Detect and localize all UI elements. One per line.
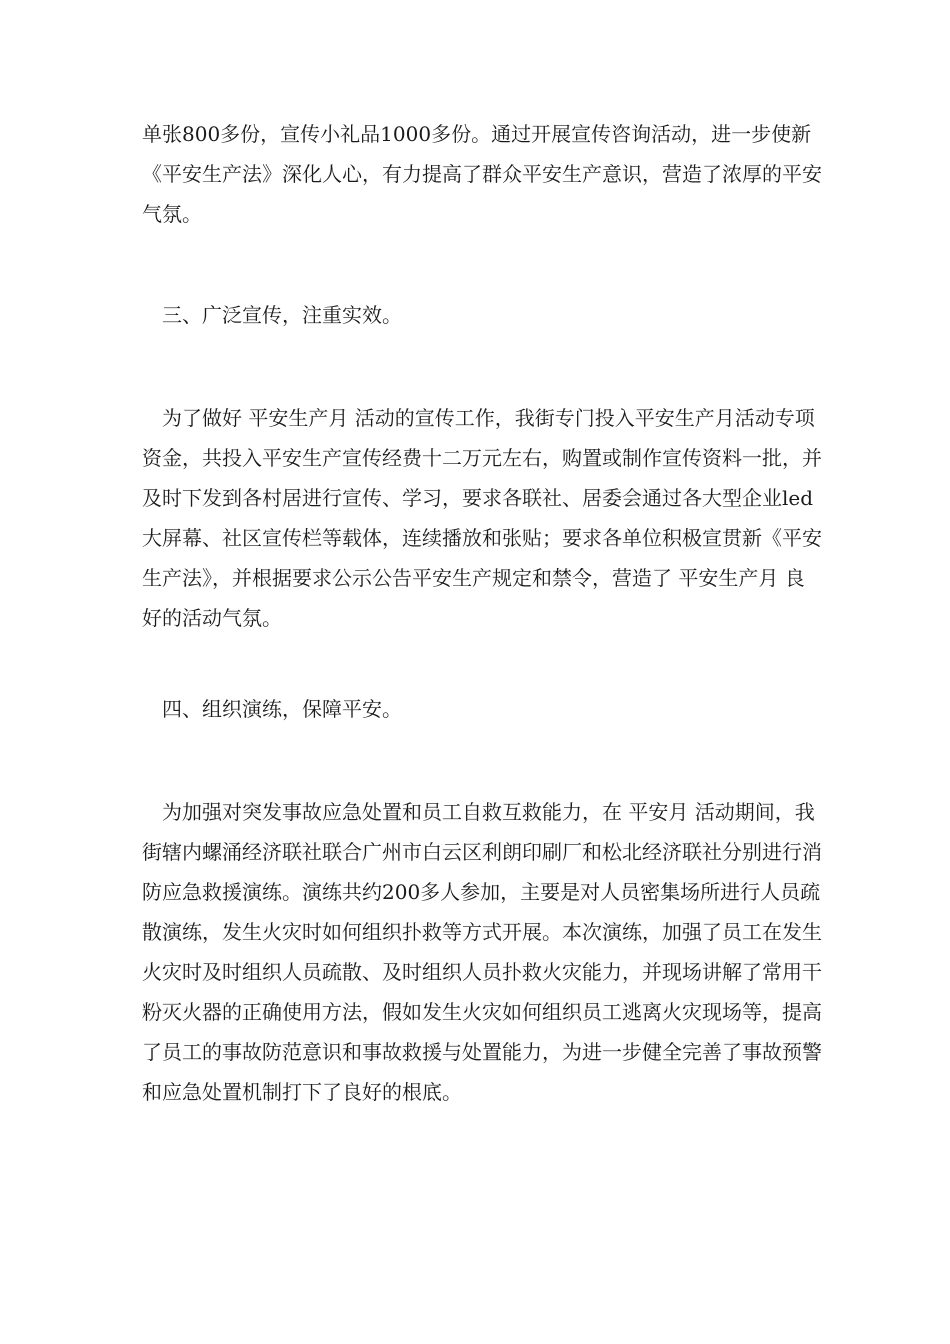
section-heading-4: [142, 689, 802, 729]
section-heading-text: 四、组织演练，保障平安。: [142, 697, 402, 721]
section-heading-text: 三、广泛宣传，注重实效。: [142, 303, 402, 327]
paragraph-line: 了员工的事故防范意识和事故救援与处置能力，为进一步健全完善了事故预警: [142, 1040, 822, 1064]
paragraph-line: 和应急处置机制打下了良好的根底。: [142, 1080, 462, 1104]
paragraph-3: [142, 792, 822, 1112]
paragraph-line: 气氛。: [142, 202, 202, 226]
section-heading-3: [142, 295, 802, 335]
paragraph-line: 为加强对突发事故应急处置和员工自救互救能力，在 平安月 活动期间，我: [142, 800, 815, 824]
paragraph-line: 防应急救援演练。演练共约200多人参加，主要是对人员密集场所进行人员疏: [142, 880, 821, 904]
paragraph-line: 散演练，发生火灾时如何组织扑救等方式开展。本次演练，加强了员工在发生: [142, 920, 822, 944]
paragraph-line: 粉灭火器的正确使用方法，假如发生火灾如何组织员工逃离火灾现场等，提高: [142, 1000, 822, 1024]
paragraph-1: [142, 114, 822, 234]
paragraph-line: 大屏幕、社区宣传栏等载体，连续播放和张贴；要求各单位积极宣贯新《平安: [142, 526, 822, 550]
paragraph-line: 好的活动气氛。: [142, 606, 282, 630]
paragraph-2: [142, 398, 822, 638]
paragraph-line: 生产法》，并根据要求公示公告平安生产规定和禁令，营造了 平安生产月 良: [142, 566, 805, 590]
paragraph-line: 单张800多份，宣传小礼品1000多份。通过开展宣传咨询活动，进一步使新: [142, 122, 812, 146]
paragraph-line: 及时下发到各村居进行宣传、学习，要求各联社、居委会通过各大型企业led: [142, 486, 814, 510]
paragraph-line: 为了做好 平安生产月 活动的宣传工作，我街专门投入平安生产月活动专项: [142, 406, 815, 430]
paragraph-line: 《平安生产法》深化人心，有力提高了群众平安生产意识，营造了浓厚的平安: [142, 162, 822, 186]
paragraph-line: 资金，共投入平安生产宣传经费十二万元左右，购置或制作宣传资料一批，并: [142, 446, 822, 470]
paragraph-line: 街辖内螺涌经济联社联合广州市白云区利朗印刷厂和松北经济联社分别进行消: [142, 840, 822, 864]
paragraph-line: 火灾时及时组织人员疏散、及时组织人员扑救火灾能力，并现场讲解了常用干: [142, 960, 822, 984]
